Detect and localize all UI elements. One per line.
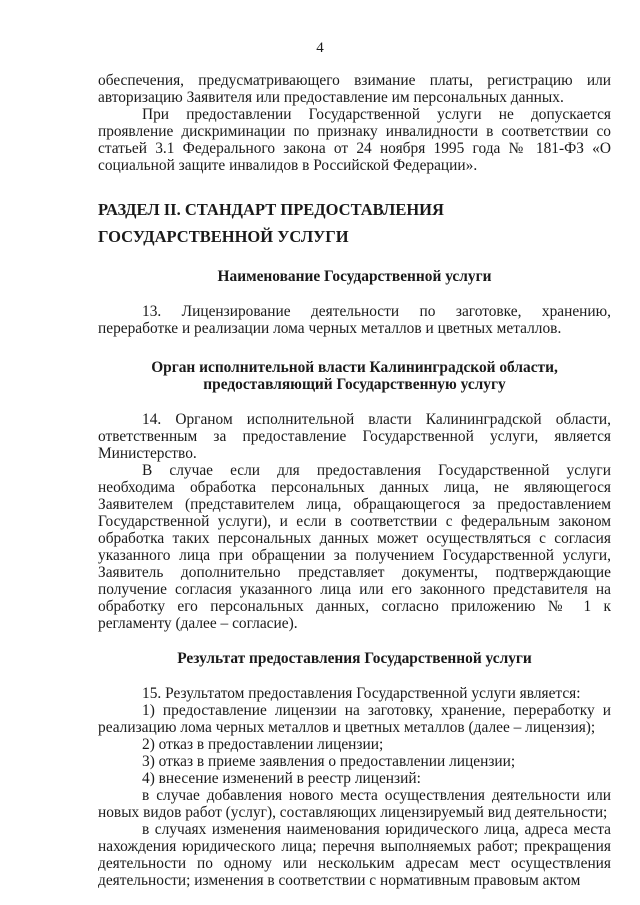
document-body	[98, 72, 611, 889]
paragraph: обеспечения, предусматривающего взимание платы, регистрацию или авторизацию Заявителя или предоставление им персональных данных.	[98, 72, 611, 106]
list-item: 2) отказ в предоставлении лицензии;	[142, 736, 384, 753]
subsection-heading	[98, 359, 611, 393]
subsection-heading-line: Орган исполнительной власти Калининградской области,	[151, 359, 558, 376]
paragraph: При предоставлении Государственной услуги не допускается проявление дискриминации по признаку инвалидности в соответствии со статьей 3.1 Федерального закона от 24 ноября 1995 года № 181-ФЗ «О социальной защите инвалидов в Российской Федерации».	[98, 106, 611, 174]
list-item: 4) внесение изменений в реестр лицензий:	[142, 770, 421, 787]
subsection-heading-line: предоставляющий Государственную услугу	[203, 376, 506, 393]
paragraph: 15. Результатом предоставления Государственной услуги является:	[142, 685, 581, 702]
subsection-heading: Наименование Государственной услуги	[217, 268, 492, 285]
section-title	[98, 196, 611, 250]
paragraph: 14. Органом исполнительной власти Калининградской области, ответственным за предоставление Государственной услуги, является Министерство.	[98, 411, 611, 462]
paragraph: В случае если для предоставления Государственной услуги необходима обработка персональных данных лица, не являющегося Заявителем (представителем лица, обращающегося за предоставлением Государственной услуги), и если в соответствии с федеральным законом обработка таких персональных данных может осуществляться с согласия указанного лица при обращении за получением Государственной услуги, Заявитель дополнительно представляет документы, подтверждающие получение согласия указанного лица или его законного представителя на обработку его персональных данных, согласно приложению № 1 к регламенту (далее – согласие).	[98, 462, 611, 632]
subsection-heading: Результат предоставления Государственной услуги	[177, 650, 532, 667]
paragraph: 13. Лицензирование деятельности по заготовке, хранению, переработке и реализации лома черных металлов и цветных металлов.	[98, 303, 611, 337]
section-title-line: ГОСУДАРСТВЕННОЙ УСЛУГИ	[98, 227, 349, 246]
list-item: в случаях изменения наименования юридического лица, адреса места нахождения юридического лица; перечня выполняемых работ; прекращения деятельности по одному или нескольким адресам мест осуществления деятельности; изменения в соответствии с нормативным правовым актом	[98, 821, 611, 889]
list-item: 3) отказ в приеме заявления о предоставлении лицензии;	[142, 753, 516, 770]
list-item: в случае добавления нового места осуществления деятельности или новых видов работ (услуг), составляющих лицензируемый вид деятельности;	[98, 787, 611, 821]
section-title-line: РАЗДЕЛ II. СТАНДАРТ ПРЕДОСТАВЛЕНИЯ	[98, 200, 444, 219]
list-item: 1) предоставление лицензии на заготовку, хранение, переработку и реализацию лома черных металлов и цветных металлов (далее – лицензия);	[98, 702, 611, 736]
page-number: 4	[316, 40, 324, 56]
